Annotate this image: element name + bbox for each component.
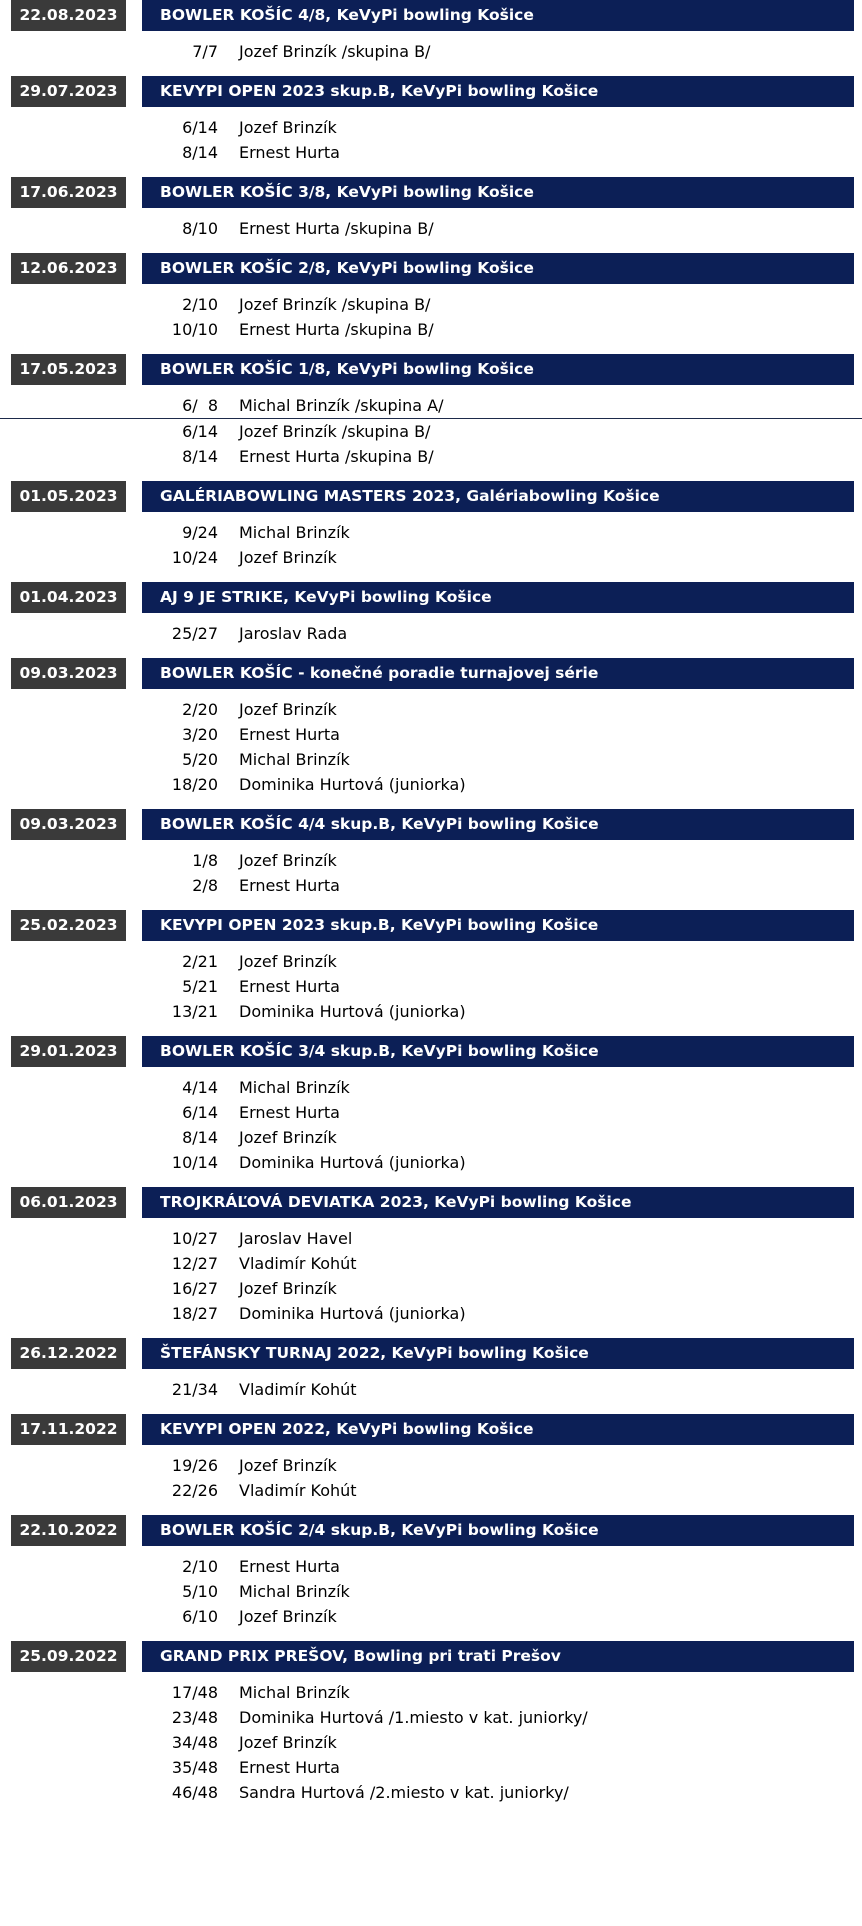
result-place: 5/10 xyxy=(182,1582,218,1601)
tournament-date: 09.03.2023 xyxy=(11,658,126,689)
player-name: Jozef Brinzík xyxy=(239,952,337,971)
result-row xyxy=(0,1604,862,1629)
result-place: 46/48 xyxy=(171,1783,218,1802)
result-place: 10/27 xyxy=(171,1229,218,1248)
result-row xyxy=(0,115,862,140)
result-row xyxy=(0,1251,862,1276)
result-place: 18/27 xyxy=(171,1304,218,1323)
result-place: 6/10 xyxy=(182,1607,218,1626)
tournament-date: 01.04.2023 xyxy=(11,582,126,613)
player-name: Jozef Brinzík xyxy=(239,548,337,567)
tournament-date: 29.07.2023 xyxy=(11,76,126,107)
result-place: 12/27 xyxy=(171,1254,218,1273)
tournament-title: KEVYPI OPEN 2023 skup.B, KeVyPi bowling Košice xyxy=(142,76,854,107)
tournament-title: GRAND PRIX PREŠOV, Bowling pri trati Prešov xyxy=(142,1641,854,1672)
result-place: 4/14 xyxy=(182,1078,218,1097)
tournament-block xyxy=(0,253,862,354)
tournament-block xyxy=(0,1187,862,1338)
tournament-block xyxy=(0,1515,862,1641)
player-name: Ernest Hurta /skupina B/ xyxy=(239,447,434,466)
result-row xyxy=(0,1125,862,1150)
result-row xyxy=(0,1226,862,1251)
tournament-block xyxy=(0,1641,862,1817)
result-row xyxy=(0,949,862,974)
result-place: 10/14 xyxy=(171,1153,218,1172)
tournament-block xyxy=(0,1414,862,1515)
result-place: 23/48 xyxy=(171,1708,218,1727)
tournament-header xyxy=(0,1414,862,1445)
result-row xyxy=(0,1377,862,1402)
player-name: Ernest Hurta /skupina B/ xyxy=(239,219,434,238)
result-row xyxy=(0,140,862,165)
result-place: 1/8 xyxy=(192,851,218,870)
result-list xyxy=(0,1369,862,1414)
result-place: 16/27 xyxy=(171,1279,218,1298)
tournament-block xyxy=(0,658,862,809)
player-name: Jozef Brinzík xyxy=(239,1733,337,1752)
player-name: Jozef Brinzík xyxy=(239,1279,337,1298)
player-name: Vladimír Kohút xyxy=(239,1254,357,1273)
player-name: Jozef Brinzík xyxy=(239,1607,337,1626)
result-list xyxy=(0,1546,862,1641)
result-list xyxy=(0,208,862,253)
player-name: Michal Brinzík xyxy=(239,1683,350,1702)
result-list xyxy=(0,1067,862,1187)
result-row xyxy=(0,722,862,747)
player-name: Dominika Hurtová (juniorka) xyxy=(239,1304,466,1323)
result-row xyxy=(0,772,862,797)
tournament-header xyxy=(0,1187,862,1218)
result-place: 18/20 xyxy=(171,775,218,794)
result-row xyxy=(0,621,862,646)
tournament-header xyxy=(0,1338,862,1369)
tournament-header xyxy=(0,658,862,689)
tournament-date: 22.10.2022 xyxy=(11,1515,126,1546)
player-name: Dominika Hurtová (juniorka) xyxy=(239,775,466,794)
tournament-date: 09.03.2023 xyxy=(11,809,126,840)
player-name: Jozef Brinzík xyxy=(239,851,337,870)
tournament-block xyxy=(0,809,862,910)
result-row xyxy=(0,697,862,722)
tournament-title: TROJKRÁĽOVÁ DEVIATKA 2023, KeVyPi bowling Košice xyxy=(142,1187,854,1218)
result-place: 10/10 xyxy=(171,320,218,339)
result-row xyxy=(0,1301,862,1326)
result-list xyxy=(0,689,862,809)
player-name: Michal Brinzík xyxy=(239,1582,350,1601)
result-place: 2/20 xyxy=(182,700,218,719)
result-row xyxy=(0,1478,862,1503)
result-place: 6/ 8 xyxy=(182,396,218,415)
result-row xyxy=(0,292,862,317)
result-list xyxy=(0,941,862,1036)
result-place: 25/27 xyxy=(171,624,218,643)
result-place: 34/48 xyxy=(171,1733,218,1752)
tournament-title: ŠTEFÁNSKY TURNAJ 2022, KeVyPi bowling Košice xyxy=(142,1338,854,1369)
player-name: Jozef Brinzík /skupina B/ xyxy=(239,42,431,61)
result-place: 9/24 xyxy=(182,523,218,542)
tournament-header xyxy=(0,253,862,284)
result-row xyxy=(0,520,862,545)
result-place: 19/26 xyxy=(171,1456,218,1475)
player-name: Jozef Brinzík xyxy=(239,700,337,719)
tournament-header xyxy=(0,1641,862,1672)
result-list xyxy=(0,385,862,481)
player-name: Ernest Hurta xyxy=(239,876,340,895)
tournament-header xyxy=(0,582,862,613)
tournament-title: BOWLER KOŠÍC 3/8, KeVyPi bowling Košice xyxy=(142,177,854,208)
player-name: Ernest Hurta xyxy=(239,725,340,744)
result-place: 8/14 xyxy=(182,1128,218,1147)
player-name: Michal Brinzík xyxy=(239,750,350,769)
tournament-title: KEVYPI OPEN 2023 skup.B, KeVyPi bowling Košice xyxy=(142,910,854,941)
result-place: 13/21 xyxy=(171,1002,218,1021)
tournament-header xyxy=(0,354,862,385)
player-name: Jaroslav Rada xyxy=(239,624,348,643)
player-name: Ernest Hurta xyxy=(239,1557,340,1576)
tournament-date: 25.09.2022 xyxy=(11,1641,126,1672)
tournament-header xyxy=(0,481,862,512)
result-place: 2/8 xyxy=(192,876,218,895)
result-list xyxy=(0,31,862,76)
result-row xyxy=(0,1453,862,1478)
tournament-block xyxy=(0,1036,862,1187)
result-place: 8/14 xyxy=(182,447,218,466)
tournament-header xyxy=(0,1036,862,1067)
tournament-title: BOWLER KOŠÍC 4/8, KeVyPi bowling Košice xyxy=(142,0,854,31)
tournament-header xyxy=(0,910,862,941)
player-name: Dominika Hurtová (juniorka) xyxy=(239,1153,466,1172)
result-row xyxy=(0,1780,862,1805)
result-place: 6/14 xyxy=(182,1103,218,1122)
result-place: 17/48 xyxy=(171,1683,218,1702)
tournament-date: 17.06.2023 xyxy=(11,177,126,208)
result-list xyxy=(0,840,862,910)
player-name: Michal Brinzík xyxy=(239,1078,350,1097)
tournament-block xyxy=(0,1338,862,1414)
tournament-title: GALÉRIABOWLING MASTERS 2023, Galériabowling Košice xyxy=(142,481,854,512)
result-list xyxy=(0,1445,862,1515)
result-row xyxy=(0,393,862,419)
result-list xyxy=(0,512,862,582)
result-row xyxy=(0,545,862,570)
tournament-date: 12.06.2023 xyxy=(11,253,126,284)
result-row xyxy=(0,1705,862,1730)
player-name: Jozef Brinzík xyxy=(239,118,337,137)
tournament-date: 06.01.2023 xyxy=(11,1187,126,1218)
player-name: Jozef Brinzík /skupina B/ xyxy=(239,422,431,441)
tournament-header xyxy=(0,177,862,208)
result-place: 3/20 xyxy=(182,725,218,744)
player-name: Ernest Hurta xyxy=(239,977,340,996)
tournament-block xyxy=(0,910,862,1036)
result-list xyxy=(0,284,862,354)
player-name: Michal Brinzík /skupina A/ xyxy=(239,396,444,415)
tournament-block xyxy=(0,582,862,658)
result-row xyxy=(0,39,862,64)
result-list xyxy=(0,613,862,658)
result-row xyxy=(0,1150,862,1175)
result-place: 22/26 xyxy=(171,1481,218,1500)
result-row xyxy=(0,216,862,241)
result-place: 5/20 xyxy=(182,750,218,769)
result-row xyxy=(0,1100,862,1125)
player-name: Vladimír Kohút xyxy=(239,1481,357,1500)
tournament-block xyxy=(0,481,862,582)
result-list xyxy=(0,107,862,177)
player-name: Jozef Brinzík xyxy=(239,1128,337,1147)
result-place: 6/14 xyxy=(182,118,218,137)
player-name: Jozef Brinzík xyxy=(239,1456,337,1475)
result-place: 2/10 xyxy=(182,1557,218,1576)
tournament-block xyxy=(0,177,862,253)
result-place: 2/10 xyxy=(182,295,218,314)
tournament-title: BOWLER KOŠÍC 4/4 skup.B, KeVyPi bowling Košice xyxy=(142,809,854,840)
result-place: 7/7 xyxy=(192,42,218,61)
player-name: Vladimír Kohút xyxy=(239,1380,357,1399)
player-name: Ernest Hurta xyxy=(239,1103,340,1122)
result-row xyxy=(0,1755,862,1780)
player-name: Ernest Hurta xyxy=(239,1758,340,1777)
player-name: Sandra Hurtová /2.miesto v kat. juniorky/ xyxy=(239,1783,569,1802)
result-row xyxy=(0,747,862,772)
player-name: Dominika Hurtová (juniorka) xyxy=(239,1002,466,1021)
result-row xyxy=(0,1579,862,1604)
result-row xyxy=(0,848,862,873)
tournament-block xyxy=(0,354,862,481)
result-place: 8/10 xyxy=(182,219,218,238)
tournament-header xyxy=(0,809,862,840)
tournament-header xyxy=(0,0,862,31)
result-row xyxy=(0,317,862,342)
tournament-title: BOWLER KOŠÍC 2/8, KeVyPi bowling Košice xyxy=(142,253,854,284)
tournament-title: BOWLER KOŠÍC 1/8, KeVyPi bowling Košice xyxy=(142,354,854,385)
result-row xyxy=(0,444,862,469)
tournament-block xyxy=(0,0,862,76)
result-row xyxy=(0,1554,862,1579)
result-row xyxy=(0,1680,862,1705)
tournament-title: BOWLER KOŠÍC 2/4 skup.B, KeVyPi bowling Košice xyxy=(142,1515,854,1546)
result-place: 10/24 xyxy=(171,548,218,567)
tournament-date: 26.12.2022 xyxy=(11,1338,126,1369)
tournament-block xyxy=(0,76,862,177)
result-row xyxy=(0,999,862,1024)
player-name: Ernest Hurta xyxy=(239,143,340,162)
tournament-header xyxy=(0,1515,862,1546)
player-name: Jaroslav Havel xyxy=(239,1229,353,1248)
player-name: Dominika Hurtová /1.miesto v kat. juniorky/ xyxy=(239,1708,588,1727)
tournament-date: 25.02.2023 xyxy=(11,910,126,941)
player-name: Michal Brinzík xyxy=(239,523,350,542)
result-list xyxy=(0,1672,862,1817)
tournament-title: BOWLER KOŠÍC 3/4 skup.B, KeVyPi bowling Košice xyxy=(142,1036,854,1067)
tournament-date: 17.05.2023 xyxy=(11,354,126,385)
tournament-date: 01.05.2023 xyxy=(11,481,126,512)
tournament-header xyxy=(0,76,862,107)
result-row xyxy=(0,419,862,444)
tournament-title: AJ 9 JE STRIKE, KeVyPi bowling Košice xyxy=(142,582,854,613)
result-place: 8/14 xyxy=(182,143,218,162)
result-list xyxy=(0,1218,862,1338)
tournament-title: BOWLER KOŠÍC - konečné poradie turnajovej série xyxy=(142,658,854,689)
result-row xyxy=(0,1730,862,1755)
result-place: 35/48 xyxy=(171,1758,218,1777)
tournament-date: 29.01.2023 xyxy=(11,1036,126,1067)
tournament-title: KEVYPI OPEN 2022, KeVyPi bowling Košice xyxy=(142,1414,854,1445)
result-place: 5/21 xyxy=(182,977,218,996)
result-place: 2/21 xyxy=(182,952,218,971)
tournament-date: 17.11.2022 xyxy=(11,1414,126,1445)
player-name: Jozef Brinzík /skupina B/ xyxy=(239,295,431,314)
result-row xyxy=(0,873,862,898)
tournament-date: 22.08.2023 xyxy=(11,0,126,31)
result-place: 21/34 xyxy=(171,1380,218,1399)
player-name: Ernest Hurta /skupina B/ xyxy=(239,320,434,339)
result-place: 6/14 xyxy=(182,422,218,441)
result-row xyxy=(0,1075,862,1100)
result-row xyxy=(0,1276,862,1301)
result-row xyxy=(0,974,862,999)
